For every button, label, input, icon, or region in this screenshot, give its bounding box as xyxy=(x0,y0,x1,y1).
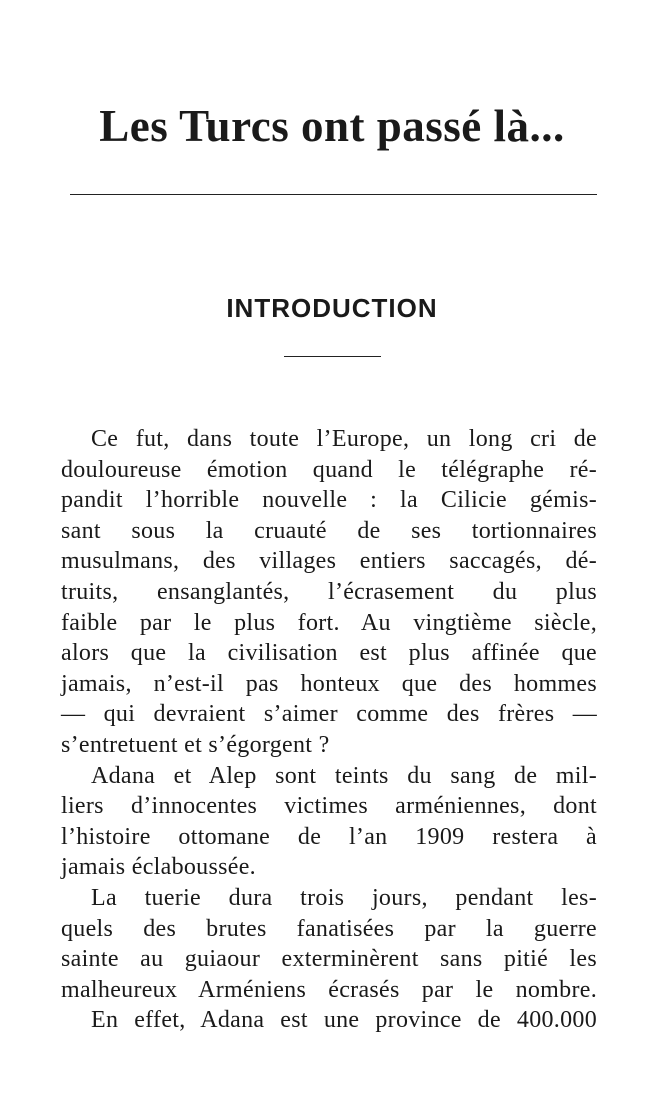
title-divider xyxy=(70,194,597,195)
text-line: truits, ensanglantés, l’écrasement du plus xyxy=(61,578,597,605)
text-line: faible par le plus fort. Au vingtième siècle, xyxy=(61,609,597,636)
text-line: En effet, Adana est une province de 400.000 xyxy=(91,1007,597,1034)
text-line: jamais, n’est-il pas honteux que des hommes xyxy=(61,670,597,697)
text-line: malheureux Arméniens écrasés par le nombre. xyxy=(61,976,597,1003)
book-title: Les Turcs ont passé là... xyxy=(99,101,565,151)
heading-divider xyxy=(284,356,381,357)
text-line: quels des brutes fanatisées par la guerre xyxy=(61,915,597,942)
text-line: douloureuse émotion quand le télégraphe ré- xyxy=(61,456,597,483)
text-line: jamais éclaboussée. xyxy=(61,854,256,881)
text-line: sainte au guiaour exterminèrent sans pitié les xyxy=(61,946,597,973)
text-line: Adana et Alep sont teints du sang de mil- xyxy=(91,762,597,789)
text-line: Ce fut, dans toute l’Europe, un long cri de xyxy=(91,426,597,452)
section-heading: INTRODUCTION xyxy=(226,293,438,323)
text-line: sant sous la cruauté de ses tortionnaires xyxy=(61,517,597,544)
text-line: s’entretuent et s’égorgent ? xyxy=(61,731,330,758)
text-line: alors que la civilisation est plus affinée que xyxy=(61,640,597,667)
body-text xyxy=(61,424,597,1036)
text-line: La tuerie dura trois jours, pendant les- xyxy=(91,884,597,911)
text-line: pandit l’horrible nouvelle : la Cilicie gémis- xyxy=(61,487,597,514)
text-line: l’histoire ottomane de l’an 1909 restera à xyxy=(61,823,597,850)
text-line: liers d’innocentes victimes arméniennes, dont xyxy=(61,793,597,820)
text-line: musulmans, des villages entiers saccagés, dé- xyxy=(61,548,597,575)
text-line: — qui devraient s’aimer comme des frères — xyxy=(61,701,597,728)
